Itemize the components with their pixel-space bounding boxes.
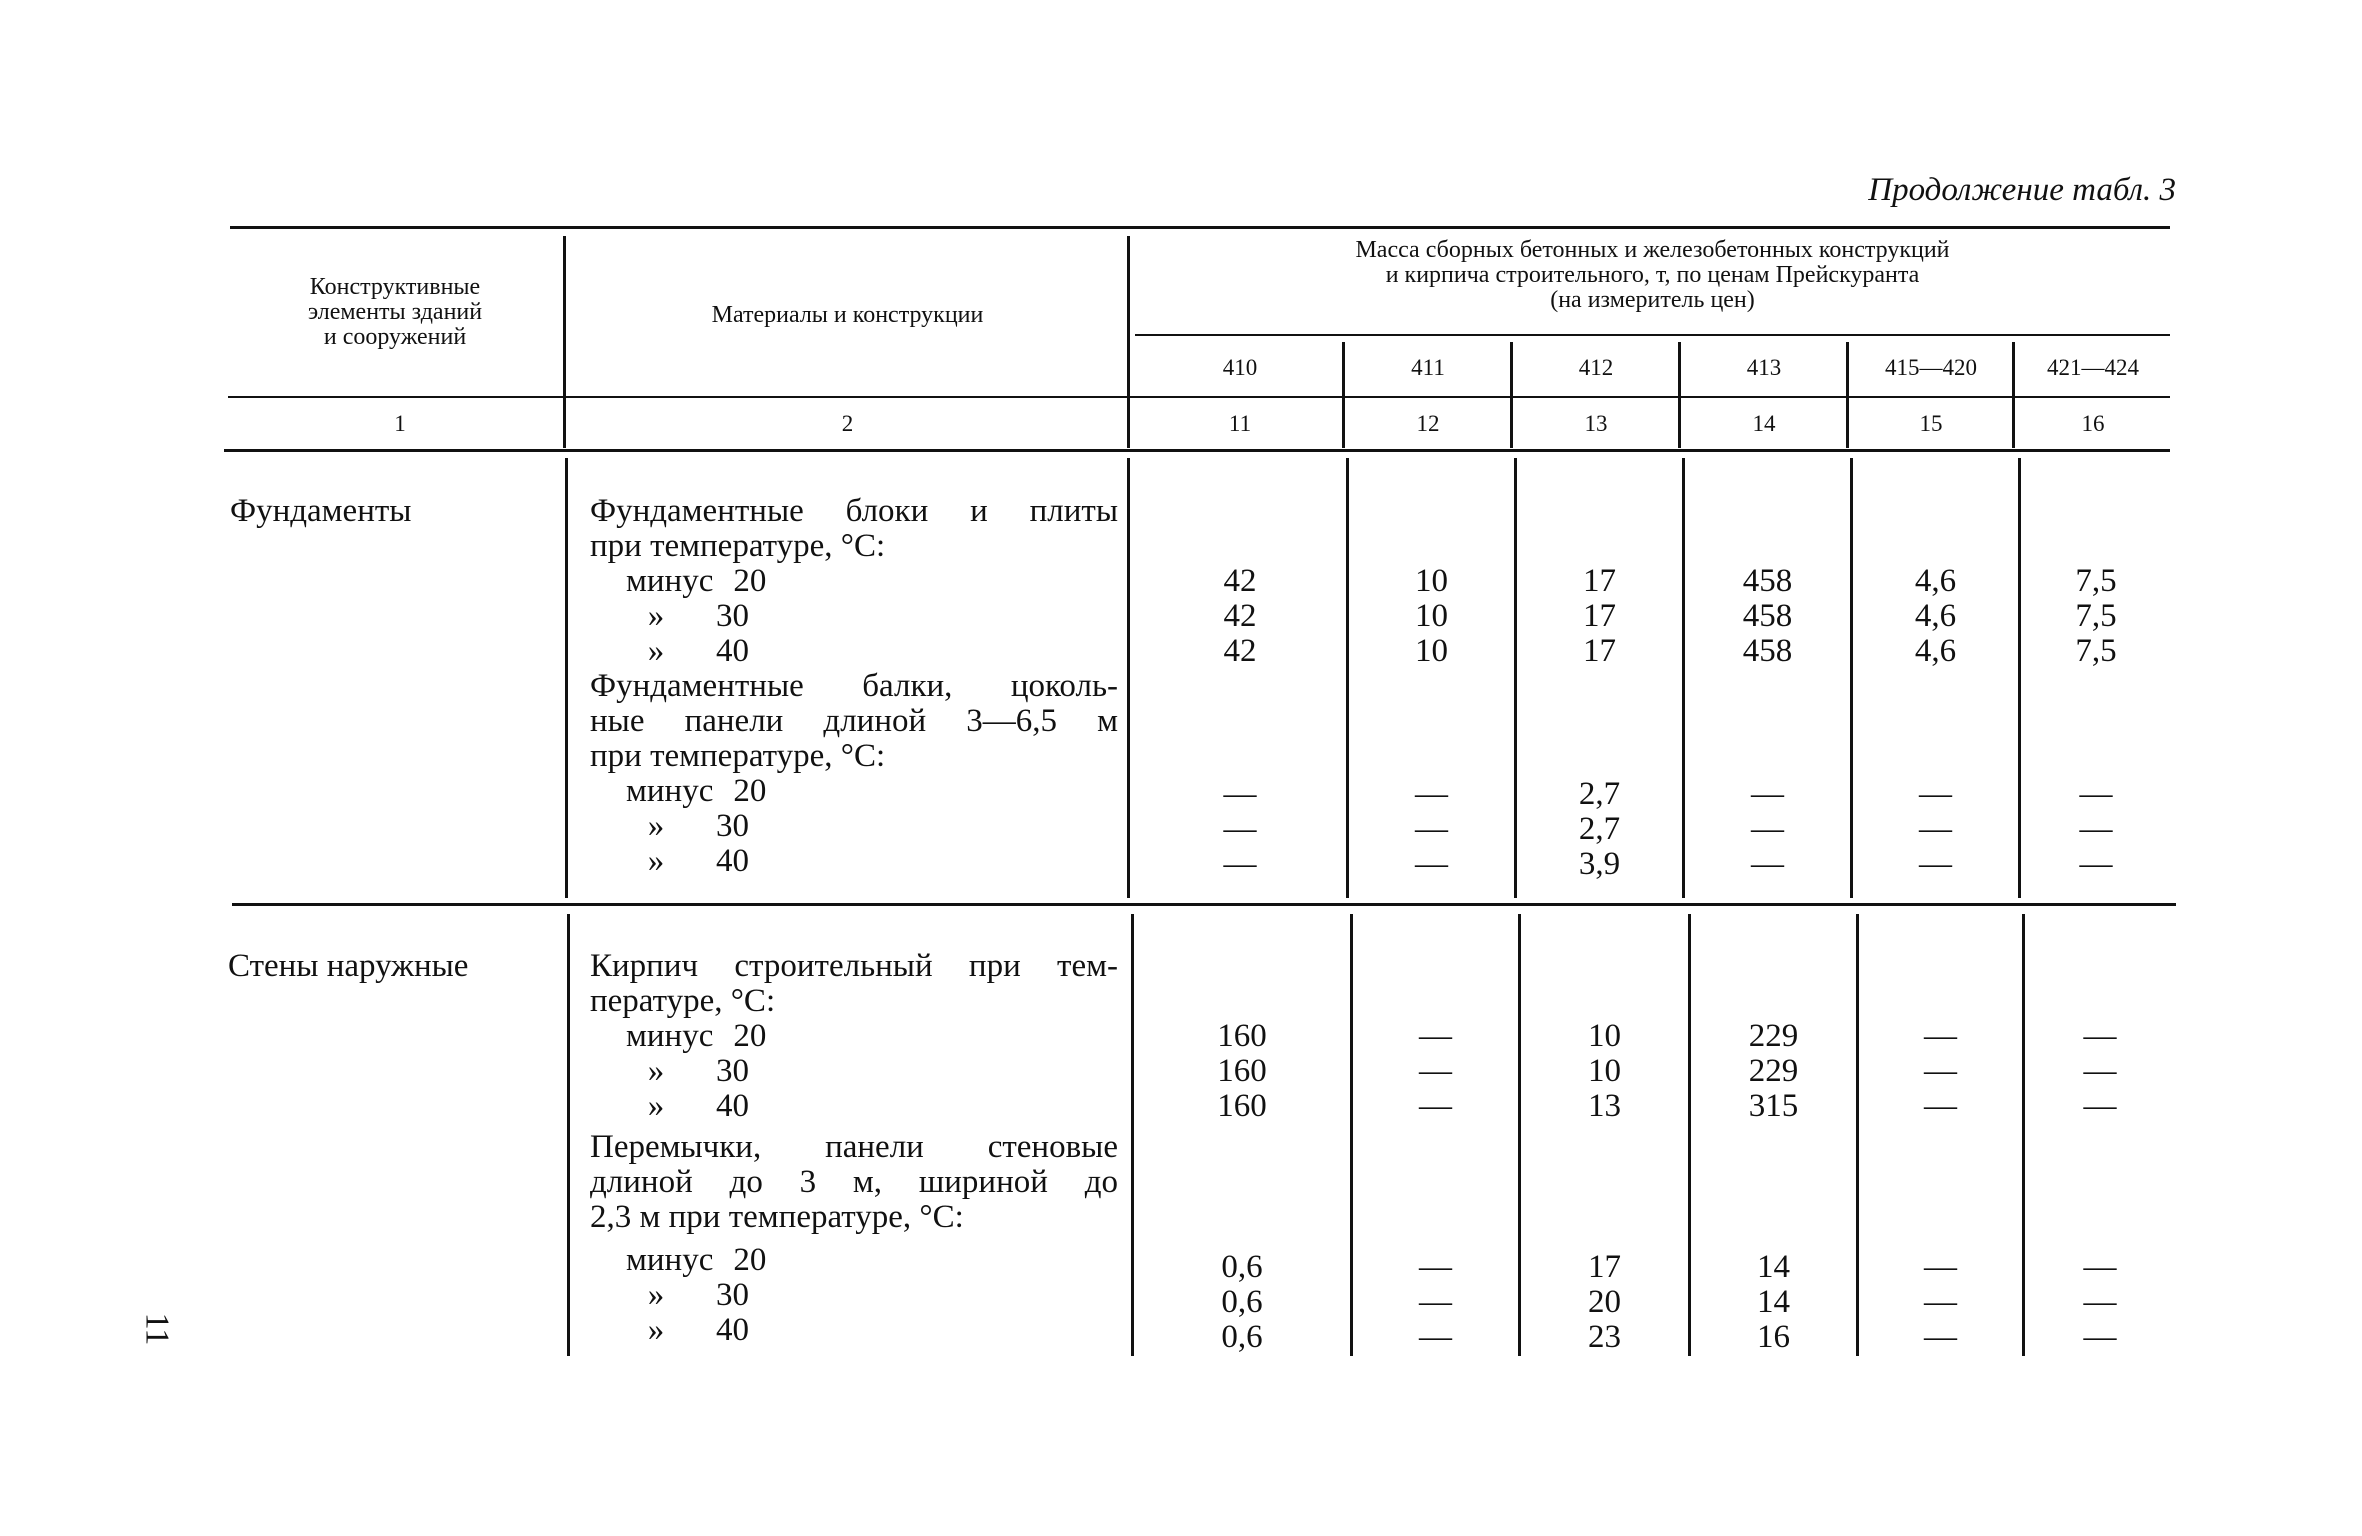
material-group: Фундаментные блоки и плиты при температуре, °С: минус 20 » 30 » 40 Фундаментные балки, цоколь- ные панели длиной 3—6,5 м при температуре, °С: минус 20 » 30 » 40	[590, 493, 1118, 879]
value-cell: 42	[1223, 598, 1257, 634]
temp-row-label: » 40	[647, 1088, 749, 1124]
value-cell: —	[1419, 1319, 1452, 1355]
value-cell: —	[2083, 1284, 2117, 1320]
value-cell: 20	[1588, 1284, 1621, 1320]
temp-row-label: минус 20	[626, 1018, 767, 1054]
temp-row-label: » 40	[647, 843, 749, 879]
value-cell: —	[1419, 1053, 1452, 1089]
element-foundations: Фундаменты	[230, 493, 412, 529]
value-cell: 160	[1217, 1088, 1267, 1124]
col-number: 16	[2081, 411, 2105, 436]
value-cell: 17	[1583, 633, 1616, 669]
element-external-walls: Стены наружные	[228, 948, 469, 984]
value-cell: —	[1924, 1319, 1957, 1355]
value-cell: —	[1924, 1053, 1957, 1089]
value-cell: 7,5	[2075, 563, 2117, 599]
value-cell: —	[1924, 1018, 1957, 1054]
value-cell: —	[1415, 776, 1448, 812]
value-cell: —	[1415, 811, 1448, 847]
value-cell: 229	[1748, 1053, 1799, 1089]
value-cell: —	[1223, 811, 1257, 847]
value-cell: —	[1419, 1249, 1452, 1285]
value-cell: —	[1919, 776, 1952, 812]
value-cell: 458	[1742, 633, 1793, 669]
body-vline	[1131, 914, 1134, 1356]
subheader-rule	[228, 396, 2170, 398]
header-vline	[1846, 342, 1849, 448]
temp-row-label: » 30	[647, 1277, 749, 1313]
value-cell: —	[1223, 846, 1257, 882]
header-col1: Конструктивные элементы зданий и сооружений	[307, 274, 483, 350]
temp-row-label: » 40	[647, 1312, 749, 1348]
table-caption: Продолжение табл. 3	[1868, 172, 2176, 208]
value-cell: —	[2083, 1249, 2117, 1285]
temp-row-label: » 30	[647, 1053, 749, 1089]
table-top-rule	[230, 226, 2170, 229]
value-cell: 16	[1757, 1319, 1790, 1355]
price-list-415-420: 415—420	[1885, 355, 1977, 380]
value-cell: 2,7	[1578, 811, 1621, 847]
value-cell: —	[1919, 846, 1952, 882]
value-cell: —	[2083, 1088, 2117, 1124]
header-vline	[563, 236, 566, 448]
value-cell: 315	[1748, 1088, 1799, 1124]
value-cell: —	[1419, 1284, 1452, 1320]
value-cell: 10	[1588, 1018, 1621, 1054]
body-vline	[567, 914, 570, 1356]
value-cell: —	[1751, 776, 1784, 812]
value-cell: —	[1924, 1249, 1957, 1285]
value-cell: —	[1924, 1088, 1957, 1124]
value-cell: —	[1751, 811, 1784, 847]
value-cell: 160	[1217, 1018, 1267, 1054]
value-cell: —	[2079, 846, 2113, 882]
value-cell: 3,9	[1578, 846, 1621, 882]
temp-row-label: минус 20	[626, 773, 767, 809]
material-group: Кирпич строительный при тем- пературе, °С: минус 20 » 30 » 40 Перемычки, панели стеновые длиной до 3 м, шириной до 2,3 м при температуре, °С: минус 20 » 30 » 40	[590, 948, 1118, 1348]
value-cell: 17	[1588, 1249, 1621, 1285]
value-cell: 0,6	[1221, 1284, 1263, 1320]
value-cell: 458	[1742, 563, 1793, 599]
value-cell: 458	[1742, 598, 1793, 634]
value-cell: 229	[1748, 1018, 1799, 1054]
value-cell: —	[1751, 846, 1784, 882]
value-cell: 10	[1588, 1053, 1621, 1089]
group-header-rule	[1135, 334, 2170, 336]
value-cell: 14	[1757, 1249, 1790, 1285]
col-number: 14	[1752, 411, 1776, 436]
temp-row-label: » 30	[647, 808, 749, 844]
value-cell: 17	[1583, 598, 1616, 634]
temp-row-label: минус 20	[626, 563, 767, 599]
price-list-410: 410	[1222, 355, 1258, 380]
header-vline	[2012, 342, 2015, 448]
value-cell: 160	[1217, 1053, 1267, 1089]
value-cell: 14	[1757, 1284, 1790, 1320]
col-number: 11	[1228, 411, 1252, 436]
value-cell: —	[1924, 1284, 1957, 1320]
header-bottom-rule	[224, 449, 2170, 452]
value-cell: 10	[1415, 598, 1448, 634]
value-cell: 4,6	[1914, 563, 1957, 599]
body-vline	[1127, 458, 1130, 898]
col-number: 12	[1416, 411, 1440, 436]
value-cell: 42	[1223, 563, 1257, 599]
value-cell: 4,6	[1914, 633, 1957, 669]
col-number: 2	[841, 411, 854, 436]
value-cell: —	[1223, 776, 1257, 812]
col-number: 1	[394, 411, 406, 436]
value-cell: 7,5	[2075, 633, 2117, 669]
value-cell: 0,6	[1221, 1319, 1263, 1355]
header-vline	[1510, 342, 1513, 448]
price-list-413: 413	[1746, 355, 1782, 380]
price-list-412: 412	[1578, 355, 1614, 380]
col-number: 15	[1919, 411, 1943, 436]
value-cell: —	[1919, 811, 1952, 847]
value-cell: 23	[1588, 1319, 1621, 1355]
value-cell: 2,7	[1578, 776, 1621, 812]
price-list-411: 411	[1411, 355, 1445, 380]
value-cell: 17	[1583, 563, 1616, 599]
value-cell: 42	[1223, 633, 1257, 669]
section-divider-rule	[232, 903, 2176, 906]
value-cell: 7,5	[2075, 598, 2117, 634]
value-cell: —	[2083, 1053, 2117, 1089]
value-cell: —	[2083, 1018, 2117, 1054]
value-cell: —	[1419, 1088, 1452, 1124]
temp-row-label: » 40	[647, 633, 749, 669]
header-vline	[1127, 236, 1130, 448]
value-cell: 4,6	[1914, 598, 1957, 634]
body-vline	[565, 458, 568, 898]
price-list-421-424: 421—424	[2047, 355, 2139, 380]
value-cell: 10	[1415, 633, 1448, 669]
value-cell: 0,6	[1221, 1249, 1263, 1285]
header-vline	[1678, 342, 1681, 448]
header-group: Масса сборных бетонных и железобетонных конструкций и кирпича строительного, т, по ценам Прейскуранта (на измеритель цен)	[1355, 237, 1950, 313]
col-number: 13	[1584, 411, 1608, 436]
temp-row-label: минус 20	[626, 1242, 767, 1278]
value-cell: 13	[1588, 1088, 1621, 1124]
value-cell: —	[2079, 811, 2113, 847]
header-col2: Материалы и конструкции	[711, 302, 984, 328]
header-vline	[1342, 342, 1345, 448]
value-cell: —	[2083, 1319, 2117, 1355]
value-cell: —	[1419, 1018, 1452, 1054]
value-cell: —	[2079, 776, 2113, 812]
value-cell: 10	[1415, 563, 1448, 599]
value-cell: —	[1415, 846, 1448, 882]
temp-row-label: » 30	[647, 598, 749, 634]
page-number: 11	[138, 1312, 176, 1346]
